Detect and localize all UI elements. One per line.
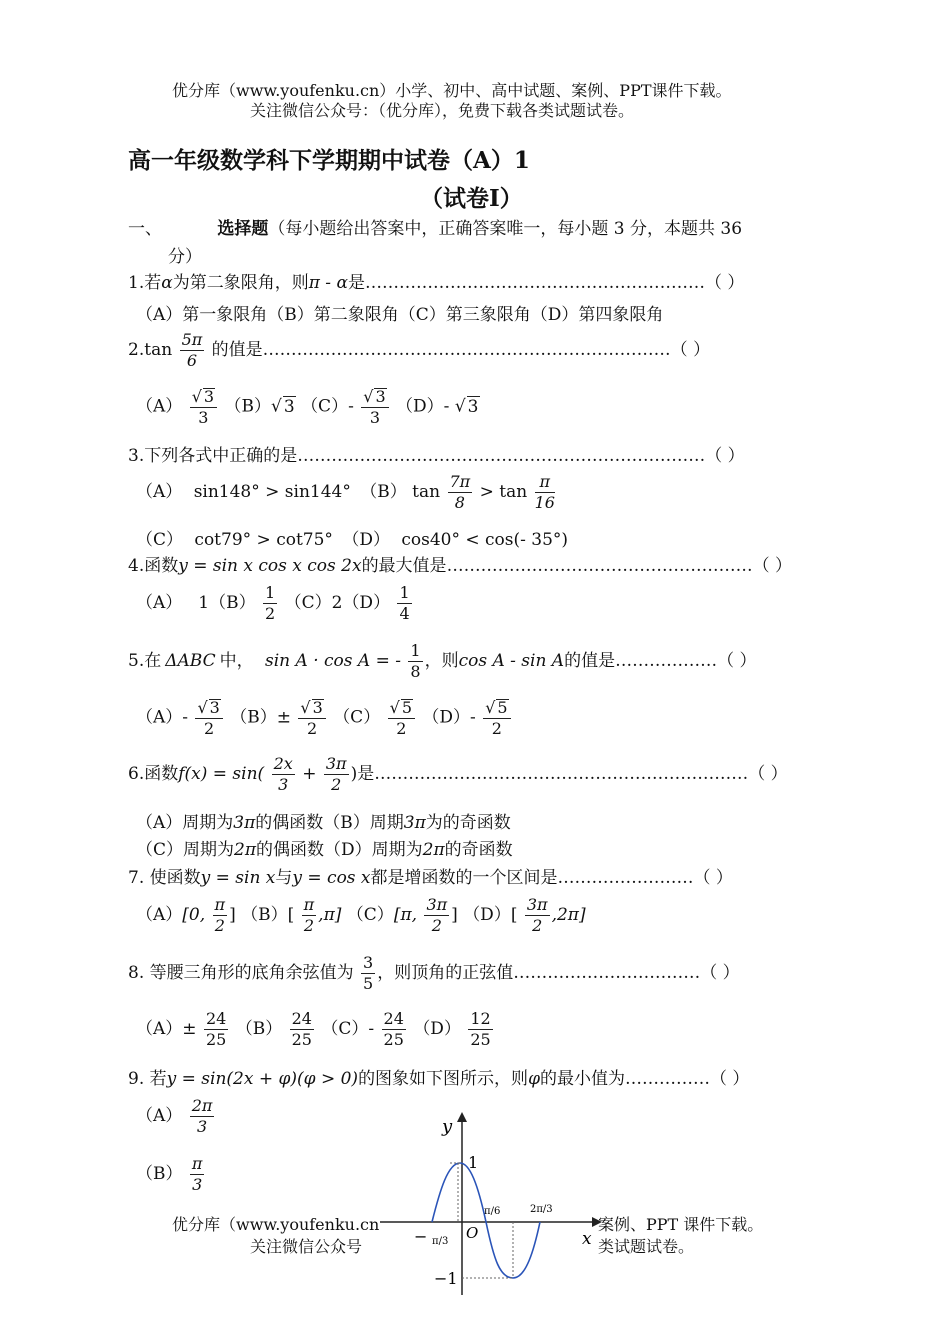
answer-paren: （ ） (670, 340, 711, 360)
question-7: 7. 使函数y = sin x与y = cos x都是增函数的一个区间是……………………（ ） (128, 868, 733, 888)
answer-paren: （ ） (704, 273, 745, 293)
fraction: $\frac{2x}{3}$ (273, 754, 293, 794)
fraction: $\frac{24}{25}$ (383, 1009, 404, 1049)
fraction: $\frac{24}{25}$ (205, 1009, 227, 1049)
q4-expression: y = sin x cos x cos 2x (178, 556, 362, 576)
q1-options: （A）第一象限角（B）第二象限角（C）第三象限角（D）第四象限角 (136, 305, 664, 325)
q3-options-ab: （A） sin148° > sin144° （B） tan $\frac{7\pi}{8}$ > tan $\frac{\pi}{16}$ (136, 472, 555, 512)
header-line-1: 优分库（www.youfenku.cn）小学、初中、高中试题、案例、PPT课件下载。 (172, 81, 732, 100)
page-title: 高一年级数学科下学期期中试卷（A）1 (128, 147, 530, 174)
q3-options-cd: （C） cot79° > cot75° （D） cos40° < cos(- 35°) (136, 530, 569, 550)
y-label: y (442, 1116, 453, 1137)
fraction: $\frac{\pi}{2}$ (214, 895, 226, 935)
section-number: 一、 (128, 219, 162, 239)
section-name: 选择题 (217, 219, 269, 239)
answer-paren: （ ） (717, 651, 757, 671)
question-1: 1.若α为第二象限角，则π - α是……………………………………………………（ ） (128, 273, 745, 293)
question-2: 2.tan $\frac{5\pi}{6}$ 的值是………………………………………………………………（ ） (128, 330, 711, 370)
origin-label: O (466, 1224, 479, 1242)
question-8: 8. 等腰三角形的底角余弦值为 $\frac{3}{5}$ ，则顶角的正弦值……………………………（ ） (128, 953, 740, 993)
fraction: $\frac{√ 3}{3}$ (190, 388, 217, 426)
y-axis-arrow (457, 1112, 467, 1122)
x-label: x (582, 1229, 592, 1249)
fraction: $\frac{3}{5}$ (363, 953, 374, 993)
footer-left-2: 关注微信公众号 (250, 1237, 363, 1256)
footer-right-1: 案例、PPT 课件下载。 (598, 1215, 764, 1234)
leader-dots: ………………………………………………………… (374, 764, 749, 784)
tick-sign: − (414, 1227, 428, 1246)
q9-option-a: （A） $\frac{2\pi}{3}$ (136, 1096, 213, 1136)
leader-dots: ……………………………………………………………… (262, 340, 671, 360)
leader-dots: …………………… (557, 868, 694, 888)
fraction: $\frac{√ 3}{3}$ (361, 388, 388, 426)
q4-options: （A） 1（B） $\frac{1}{2}$ （C）2（D） $\frac{1}{4}$ (136, 583, 410, 623)
fraction: $\frac{1}{2}$ (265, 583, 276, 623)
fraction: $\frac{√ 5}{2}$ (388, 699, 415, 737)
header-line-2: 关注微信公众号：（优分库），免费下载各类试题试卷。 (250, 101, 635, 120)
question-3: 3.下列各式中正确的是………………………………………………………………（ ） (128, 446, 745, 466)
fraction: $\frac{3\pi}{2}$ (426, 895, 448, 935)
fraction: $\frac{24}{25}$ (291, 1009, 312, 1049)
q9-option-b: （B） $\frac{\pi}{3}$ (136, 1154, 203, 1194)
section-desc-cont: 分） (168, 247, 202, 267)
question-6: 6.函数f(x) = sin( $\frac{2x}{3}$ + $\frac{3\pi}{2}$ )是…………………………………………………………（ ） (128, 754, 788, 794)
q7-options: （A）[0, $\frac{\pi}{2}$ ] （B）[ $\frac{\pi}{2}$ ,π] （C）[π, $\frac{3\pi}{2}$ ] （D）[ $\frac{3\pi}{2}$ ,2π] (136, 895, 586, 935)
section-heading (128, 214, 742, 239)
fraction: $\frac{\pi}{2}$ (303, 895, 315, 935)
fraction: $\frac{5\pi}{6}$ (181, 330, 203, 370)
answer-paren: （ ） (748, 764, 788, 784)
sine-curve (432, 1163, 540, 1278)
fraction: $\frac{3\pi}{2}$ (526, 895, 548, 935)
y-one-label: 1 (468, 1153, 479, 1172)
q1-expression: π - α (308, 273, 348, 293)
answer-paren: （ ） (709, 1069, 750, 1089)
tick-pi-6: π/6 (484, 1206, 501, 1217)
answer-paren: （ ） (700, 963, 740, 983)
leader-dots: ……………………………………………………………… (297, 446, 706, 466)
tick-2pi-3: 2π/3 (530, 1204, 553, 1215)
leader-dots: ……………………………………………… (446, 556, 753, 576)
footer-right-2: 类试题试卷。 (598, 1237, 695, 1256)
fraction: $\frac{7\pi}{8}$ (449, 472, 471, 512)
question-9: 9. 若y = sin(2x + φ)(φ > 0)的图象如下图所示，则φ的最小值为……………（ ） (128, 1069, 750, 1089)
fraction: $\frac{√ 3}{2}$ (298, 699, 325, 737)
fraction: $\frac{12}{25}$ (470, 1009, 491, 1049)
footer-left-1: 优分库（www.youfenku.cn (172, 1215, 380, 1234)
leader-dots: …………… (624, 1069, 710, 1089)
fraction: $\frac{3\pi}{2}$ (325, 754, 347, 794)
answer-paren: （ ） (693, 868, 733, 888)
question-4: 4.函数y = sin x cos x cos 2x的最大值是………………………………………………（ ） (128, 556, 792, 576)
q6-options-cd: （C）周期为2π的偶函数（D）周期为2π的奇函数 (136, 840, 513, 860)
y-neg-one-label: −1 (434, 1269, 458, 1288)
sine-graph (370, 1110, 610, 1300)
fraction: $\frac{√ 5}{2}$ (483, 699, 510, 737)
answer-paren: （ ） (705, 446, 745, 466)
fraction: $\frac{2\pi}{3}$ (191, 1096, 213, 1136)
q2-options: （A） $\frac{√ 3}{3}$ （B）√ 3 （C）- $\frac{√ 3}{3}$ （D）- √ 3 (136, 387, 479, 427)
tick-neg-pi-3: π/3 (432, 1236, 449, 1247)
fraction: $\frac{√ 3}{2}$ (195, 699, 222, 737)
q8-options: （A）± $\frac{24}{25}$ （B） $\frac{24}{25}$ （C）- $\frac{24}{25}$ （D） $\frac{12}{25}$ (136, 1009, 491, 1049)
question-5: 5.在 ΔABC 中， sin A · cos A = - $\frac{1}{8}$ ，则cos A - sin A的值是………………（ ） (128, 641, 757, 681)
fraction: $\frac{\pi}{16}$ (534, 472, 555, 512)
alpha-symbol: α (161, 273, 173, 293)
fraction: $\frac{1}{4}$ (399, 583, 410, 623)
q6-options-ab: （A）周期为3π的偶函数（B）周期3π为的奇函数 (136, 813, 511, 833)
page-subtitle: （试卷Ⅰ） (420, 185, 523, 212)
answer-paren: （ ） (752, 556, 792, 576)
fraction: $\frac{1}{8}$ (410, 641, 421, 681)
leader-dots: …………………………… (513, 963, 701, 983)
leader-dots: …………………………………………………… (364, 273, 705, 293)
leader-dots: ……………… (615, 651, 718, 671)
q5-options: （A）- $\frac{√ 3}{2}$ （B）± $\frac{√ 3}{2}$ （C） $\frac{√ 5}{2}$ （D）- $\frac{√ 5}{2}$ (136, 699, 513, 737)
fraction: $\frac{\pi}{3}$ (191, 1154, 203, 1194)
section-desc: （每小题给出答案中，正确答案唯一，每小题 3 分，本题共 36 (268, 219, 743, 239)
